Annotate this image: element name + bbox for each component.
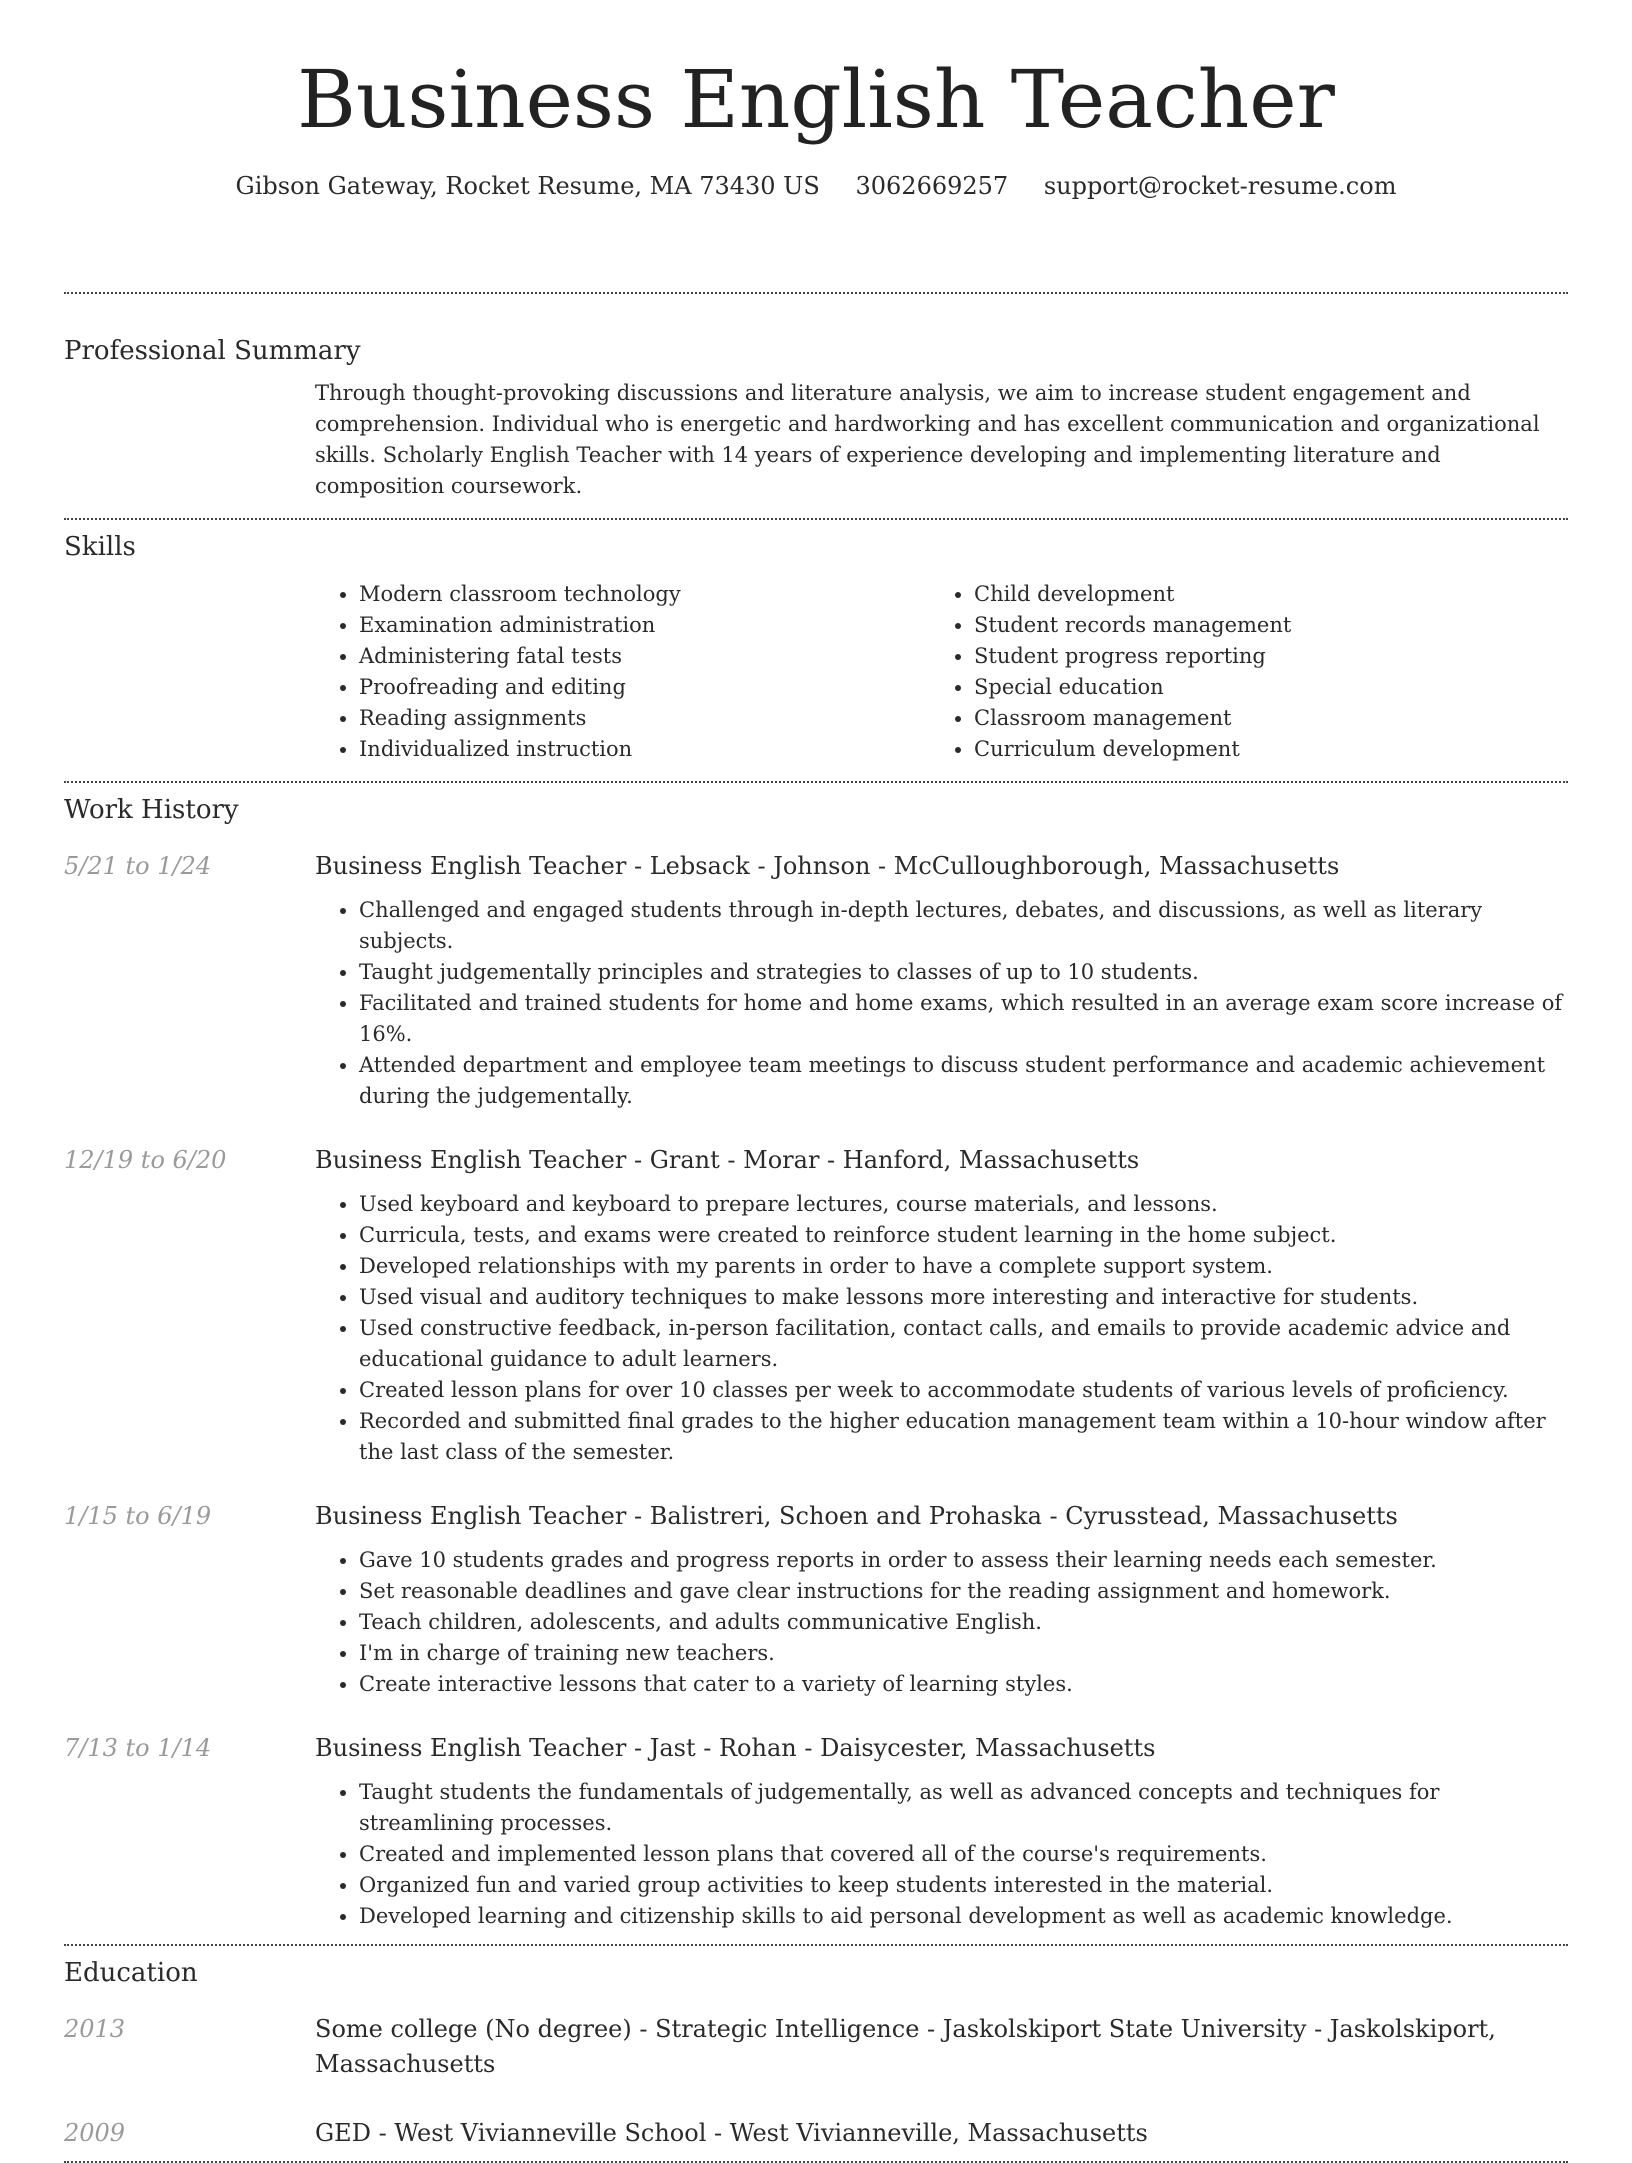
job-dates: 1/15 to 6/19 (64, 1502, 212, 1530)
job-position: Business English Teacher (315, 1734, 627, 1762)
work-section (64, 783, 1568, 1932)
skill-item: • Student records management (974, 610, 1530, 641)
job-header (64, 1731, 1568, 1765)
contact-phone: 3062669257 (855, 172, 1009, 200)
skill-item: • Curriculum development (974, 734, 1530, 765)
skill-item: • Reading assignments (359, 703, 930, 734)
job-bullet: • Recorded and submitted final grades to the higher education management team within a 10-hour window after the last class of the semester. (359, 1406, 1568, 1468)
job-company: Grant - Morar (649, 1146, 820, 1174)
job-bullet: • Facilitated and trained students for home and home exams, which resulted in an average exam score increase of 16%. (359, 988, 1568, 1050)
summary-body (315, 378, 1568, 502)
job-position: Business English Teacher (315, 852, 627, 880)
job-bullet: • Taught judgementally principles and strategies to classes of up to 10 students. (359, 957, 1568, 988)
job-bullet: • Used keyboard and keyboard to prepare lectures, course materials, and lessons. (359, 1189, 1568, 1220)
job-dates: 7/13 to 1/14 (64, 1734, 212, 1762)
job-header (64, 849, 1568, 883)
skills-section (64, 520, 1568, 765)
job-title-line: Business English Teacher - Lebsack - Johnson - McCulloughborough, Massachusetts (315, 852, 1340, 880)
job-location: Daisycester, Massachusetts (820, 1734, 1156, 1762)
job-bullet: • Created lesson plans for over 10 classes per week to accommodate students of various levels of proficiency. (359, 1375, 1568, 1406)
job-bullet: • Gave 10 students grades and progress reports in order to assess their learning needs each semester. (359, 1545, 1568, 1576)
job-company: Lebsack - Johnson (649, 852, 871, 880)
education-title: Education (64, 1958, 198, 1988)
skill-item: • Administering fatal tests (359, 641, 930, 672)
contact-email[interactable]: support@rocket-resume.com (1043, 172, 1397, 200)
job-title-line: Business English Teacher - Grant - Morar - Hanford, Massachusetts (315, 1146, 1140, 1174)
job-bullets (315, 1189, 1568, 1468)
job-location: McCulloughborough, Massachusetts (893, 852, 1340, 880)
job-bullet: • Challenged and engaged students through in-depth lectures, debates, and discussions, as well as literary subjects. (359, 895, 1568, 957)
job-company: Jast - Rohan (649, 1734, 797, 1762)
education-section (64, 1946, 1568, 2151)
skill-item: • Examination administration (359, 610, 930, 641)
job-bullet: • Create interactive lessons that cater to a variety of learning styles. (359, 1669, 1568, 1700)
job-bullet: • Used visual and auditory techniques to make lessons more interesting and interactive for students. (359, 1282, 1568, 1313)
job-bullet: • Taught students the fundamentals of judgementally, as well as advanced concepts and techniques for streamlining processes. (359, 1777, 1568, 1839)
skill-item: • Modern classroom technology (359, 579, 930, 610)
skill-item: • Special education (974, 672, 1530, 703)
job-entry (64, 1731, 1568, 1932)
job-bullet: • Curricula, tests, and exams were created to reinforce student learning in the home subject. (359, 1220, 1568, 1251)
job-entry (64, 849, 1568, 1112)
skills-title: Skills (64, 532, 136, 562)
job-position: Business English Teacher (315, 1146, 627, 1174)
job-header (64, 1143, 1568, 1177)
education-entry (64, 2012, 1568, 2082)
job-dates: 12/19 to 6/20 (64, 1146, 227, 1174)
job-bullet: • Set reasonable deadlines and gave clear instructions for the reading assignment and homework. (359, 1576, 1568, 1607)
work-title: Work History (64, 795, 239, 825)
education-text: GED - West Vivianneville School - West Vivianneville, Massachusetts (315, 2119, 1148, 2147)
job-bullets (315, 1777, 1568, 1932)
job-bullets (315, 1545, 1568, 1700)
job-title-line: Business English Teacher - Balistreri, Schoen and Prohaska - Cyrusstead, Massachusetts (315, 1502, 1398, 1530)
skills-list (315, 579, 1568, 765)
skills-column-left (315, 579, 930, 765)
job-bullet: • Organized fun and varied group activities to keep students interested in the material. (359, 1870, 1568, 1901)
job-entry (64, 1143, 1568, 1468)
contact-line (64, 170, 1568, 202)
education-year: 2013 (64, 2015, 126, 2043)
job-header (64, 1499, 1568, 1533)
skill-item: • Proofreading and editing (359, 672, 930, 703)
education-entry (64, 2116, 1568, 2151)
summary-section (64, 294, 1568, 502)
job-bullet: • Teach children, adolescents, and adults communicative English. (359, 1607, 1568, 1638)
job-bullet: • Created and implemented lesson plans that covered all of the course's requirements. (359, 1839, 1568, 1870)
resume-page (64, 0, 1568, 2163)
candidate-name: Business English Teacher (297, 53, 1335, 146)
job-bullet: • Developed relationships with my parents in order to have a complete support system. (359, 1251, 1568, 1282)
skill-item: • Student progress reporting (974, 641, 1530, 672)
job-bullet: • Used constructive feedback, in-person facilitation, contact calls, and emails to provide academic advice and educational guidance to adult learners. (359, 1313, 1568, 1375)
skill-item: • Child development (974, 579, 1530, 610)
job-company: Balistreri, Schoen and Prohaska (649, 1502, 1042, 1530)
job-bullets (315, 895, 1568, 1112)
education-year: 2009 (64, 2119, 126, 2147)
job-location: Hanford, Massachusetts (842, 1146, 1140, 1174)
skill-item: • Individualized instruction (359, 734, 930, 765)
skills-column-right (930, 579, 1530, 765)
job-bullet: • Attended department and employee team meetings to discuss student performance and academic achievement during the judgementally. (359, 1050, 1568, 1112)
job-dates: 5/21 to 1/24 (64, 852, 212, 880)
job-position: Business English Teacher (315, 1502, 627, 1530)
skill-item: • Classroom management (974, 703, 1530, 734)
education-text: Some college (No degree) - Strategic Intelligence - Jaskolskiport State University - Jaskolskiport, Massachusetts (315, 2015, 1496, 2078)
job-title-line: Business English Teacher - Jast - Rohan - Daisycester, Massachusetts (315, 1734, 1156, 1762)
job-bullet: • I'm in charge of training new teachers. (359, 1638, 1568, 1669)
job-location: Cyrusstead, Massachusetts (1065, 1502, 1398, 1530)
summary-text: Through thought-provoking discussions and literature analysis, we aim to increase student engagement and comprehension. Individual who is energetic and hardworking and has excellent communication and organizational skills. Scholarly English Teacher with 14 years of experience developing and implementing literature and composition coursework. (315, 381, 1540, 498)
summary-title: Professional Summary (64, 336, 361, 366)
job-entry (64, 1499, 1568, 1700)
resume-header (64, 0, 1568, 242)
job-bullet: • Developed learning and citizenship skills to aid personal development as well as academic knowledge. (359, 1901, 1568, 1932)
contact-address: Gibson Gateway, Rocket Resume, MA 73430 US (235, 172, 820, 200)
